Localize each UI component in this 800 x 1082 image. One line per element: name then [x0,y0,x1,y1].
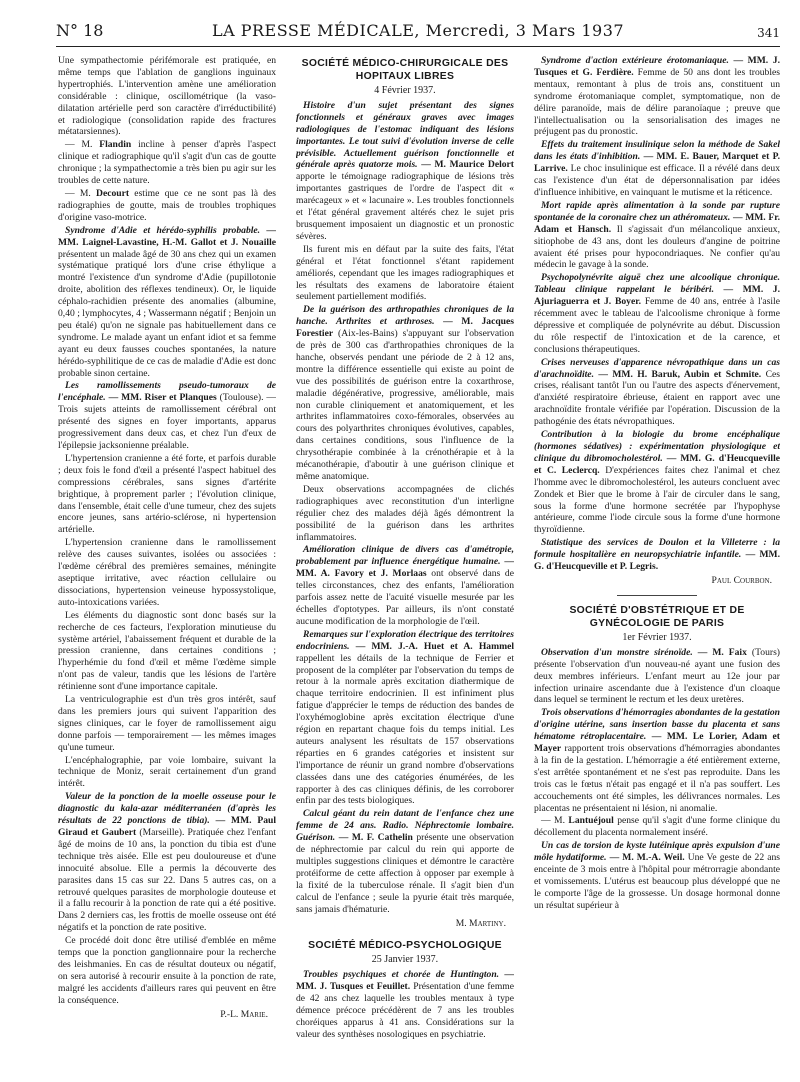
paragraph: L'encéphalographie, par voie lombaire, suivant la technique de Moniz, serait certainement d'un grand intérêt. [58,754,276,790]
abstract-title: Psychopolynévrite aiguë chez une alcoolique chronique. Tableau clinique rappelant le béribéri. [534,272,780,296]
abstract-title: Statistique des services de Doulon et la Villeterre : la formule hospitalière en neuropsychiatrie infantile. [534,537,780,561]
page-header [56,16,780,47]
abstract-entry: Valeur de la ponction de la moelle osseuse pour le diagnostic du kala-azar méditerranéen (d'après les résultats de 22 ponctions de tibia). — MM. Paul Giraud et Gaubert (Marseille). Pratiquée chez l'enfant âgé de moins de 10 ans, la ponction du tibia est d'une technique très aisée. Elle est peu douloureuse et d'une innocuité absolue. Elle a permis la découverte des parasites dans 15 cas sur 22. Dans 5 autres cas, on a retrouvé quelques parasites de morphologie douteuse et il a fallu recourir à la ponction de rate qui a été positive. Dans 2 derniers cas, les frottis de moelle osseuse ont été négatifs et la ponction de rate positive. [58,791,276,934]
paragraph: L'hypertension cranienne dans le ramollissement relève des causes suivantes, isolées ou associées : l'œdème cérébral des premières semaines, méningite aseptique irritative, avec réaction cellulaire ou dissociations, hypertension veineuse hypossystolique, auto-intoxications variées. [58,537,276,608]
abstract-entry: Effets du traitement insulinique selon la méthode de Sakel dans les états d'inhibition. — MM. E. Bauer, Marquet et P. Larrive. Le choc insulinique est efficace. Il a révélé dans deux cas l'existence d'un état de dépersonnalisation par idées d'influence inhibitive, en vainquant le mutisme et la réticence. [534,139,780,198]
abstract-title: Amélioration clinique de divers cas d'amétropie, probablement par influence énergétique humaine. [296,544,514,568]
abstract-entry: Les ramollissements pseudo-tumoraux de l'encéphale. — MM. Riser et Planques (Toulouse). — Trois sujets atteints de ramollissement cérébral ont présenté des signes en foyer importants, apparus progressivement dans deux cas, et chez l'un d'eux de l'épilepsie jacksonienne préalable. [58,380,276,451]
section-divider [617,595,697,596]
abstract-authors: — MM. Le Lorier, Adam et Mayer [534,731,780,755]
abstract-authors: — MM. Laignel-Lavastine, H.-M. Gallot et J. Nouaille [58,224,276,248]
society-heading: SOCIÉTÉ MÉDICO-PSYCHOLOGIQUE [308,940,502,952]
column-2 [296,55,514,1075]
abstract-entry: Trois observations d'hémorragies abondantes de la gestation d'origine utérine, sans insertion basse du placenta et sans hématome rétroplacentaire. — MM. Le Lorier, Adam et Mayer rapportent trois observations d'hémorragies abondantes à la fin de la gestation. L'hémorragie a été entièrement externe, s'est arrêtée spontanément et ne s'est pas reproduite. Dans les trois cas le fœtus n'était pas engagé et il n'a pas souffert. Les accouchements ont été simples, les délivrances normales. Les placentas ne présentaient ni lésion, ni anomalie. [534,707,780,814]
journal-title-date: LA PRESSE MÉDICALE, Mercredi, 3 Mars 1937 [211,21,625,40]
abstract-entry: Histoire d'un sujet présentant des signes fonctionnels et généraux graves avec images radiologiques de l'estomac indiquant des lésions importantes. Le tout suivi d'évolution inverse de celle prévisible. Actuellement guérison fonctionnelle et générale après quatorze mois. — M. Maurice Delort apporte le témoignage radiographique de lésions très importantes gastriques de l'ordre de l'aspect dit « marécageux » et « lacunaire ». Les troubles fonctionnels et l'état général gravement altérés chez le sujet pris brusquement imposaient un diagnostic et un pronostic sévères. [296,99,514,242]
abstract-entry [534,537,780,573]
abstract-entry: Observation d'un monstre sirénoïde. — M. Faix (Tours) présente l'observation d'un nouveau-né ayant une fusion des deux membres inférieurs. L'enfant meurt au 12e jour par infection urinaire ascendante due à l'existence d'un cloaque dans lequel se terminent le rectum et les deux uretères. [534,646,780,706]
session-date: 25 Janvier 1937. [371,954,439,966]
society-heading: SOCIÉTÉ D'OBSTÉTRIQUE ET DE GYNÉCOLOGIE DE PARIS [569,604,745,629]
abstract-entry: Syndrome d'action extérieure érotomaniaque. — MM. J. Tusques et G. Ferdière. Femme de 50 ans dont les troubles mentaux, remontant à plus de trois ans, constituent un syndrome érotomaniaque complet, symptomatique, non de délire paranoïde, mais de délire paranoïaque ; preuve que l'intellectualisation ou la sensorialisation des images ne préjugent pas du pronostic. [534,55,780,138]
abstract-authors: — MM. Paul Giraud et Gaubert [58,815,276,838]
paragraph: Une sympathectomie périfémorale est pratiquée, en même temps que l'ablation de ganglions inguinaux hypertrophiés. L'intervention amène une amélioration considérable : clinique, oscillométrique (la vaso-dilatation artérielle perd son caractère d'irréductibilité) et radiologique (consolidation rapide des fractures métatarsiennes). [58,55,276,138]
abstract-authors: — MM. G. d'Heucqueville et P. Legris. [534,549,780,573]
abstract-authors: — MM. J.-A. Huet et A. Hammel [349,640,514,652]
abstract-entry: Troubles psychiques et chorée de Huntington. — MM. J. Tusques et Feuillet. Présentation d'une femme de 42 ans chez laquelle les troubles mentaux à type démence précoce précédèrent de 7 ans les troubles choréiques apparus à 41 ans. Considérations sur la valeur des synthèses nosologiques en psychiatrie. [296,969,514,1040]
abstract-authors: — MM. Riser et Planques [105,392,217,404]
abstract-entry: De la guérison des arthropathies chroniques de la hanche. Arthrites et arthroses. — M. Jacques Forestier (Aix-les-Bains) s'appuyant sur l'observation de près de 300 cas d'arthropathies chroniques de la hanche, observés pendant une période de 2 à 12 ans, montre la différence essentielle qui existe au point de vue des possibilités de guérison entre la coxarthrose, maladie dégénérative, progressive, améliorable, mais non curable cliniquement et anatomiquement, et les arthrites inflammatoires coxo-fémorales, observées au cours des polyarthrites chroniques évolutives, capables, dans certaines conditions, sous l'influence de la chrysothérapie combinée à la crénothérapie et à la mécanothérapie, d'aboutir à une guérison clinique et même anatomique. [296,304,514,482]
abstract-entry: Crises nerveuses d'apparence névropathique dans un cas d'arachnoïdite. — MM. H. Baruk, Aubin et Schmite. Ces crises, réalisant tantôt l'un ou l'autre des aspects d'énervement, d'anxiété respiratoire ébrieuse, étaient en rapport avec une arachnoïdite frontale vérifiée par l'opération. Discussion de la pathogénie des états névropathiques. [534,356,780,428]
abstract-authors: — M. M.-A. Weil. [606,852,685,864]
abstract-authors: — MM. Fr. Adam et Hansch. [534,211,780,235]
paragraph: Deux observations accompagnées de clichés radiographiques avec reconstitution d'un interligne régulier chez des malades déjà âgés démontrent la possibilité de la guérison dans les arthrites inflammatoires. [296,483,514,543]
author-name: Flandin [99,139,132,151]
abstract-title: Crises nerveuses d'apparence névropathique dans un cas d'arachnoïdite. [534,356,780,380]
abstract-title: Troubles psychiques et chorée de Huntington. [303,969,500,981]
abstract-authors: — MM. A. Favory et J. Morlaas [296,556,514,580]
abstract-title: Mort rapide après alimentation à la sonde par rupture spontanée de la coronaire chez un athéromateux. [534,199,780,223]
abstract-authors: — MM. H. Baruk, Aubin et Schmite. [593,368,762,380]
abstract-title: Trois observations d'hémorragies abondantes de la gestation d'origine utérine, sans insertion basse du placenta et sans hématome rétroplacentaire. [534,707,780,743]
session-date: 4 Février 1937. [374,85,436,96]
paragraph: L'hypertension cranienne a été forte, et parfois durable ; deux fois le fond d'œil a présenté l'aspect habituel des compressions cérébrales, sans signes d'artérite brightique, à proprement parler ; l'évolution clinique, dans l'ensemble, était celle d'une tumeur, chez des sujets encore jeunes, sans artério-sclérose, ni hypertension artérielle. [58,452,276,536]
paragraph: La ventriculographie est d'un très gros intérêt, sauf dans les premiers jours qui suivent l'apparition des signes cliniques, car le foyer de ramollissement aigu donne parfois — temporairement — les mêmes images qu'une tumeur. [58,694,276,753]
paragraph: — M. Flandin incline à penser d'après l'aspect clinique et radiographique qu'il s'agit d'un cas de goutte chronique ; la sympathectomie a très bien pu agir sur les troubles de cette nature. [58,139,276,187]
abstract-title: Syndrome d'Adie et hérédo-syphilis probable. [65,224,261,236]
signature: P.-L. Marie. [220,1008,268,1020]
abstract-authors: — M. F. Cathelin [335,832,413,844]
column-3 [534,55,780,1075]
abstract-entry: Un cas de torsion de kyste lutéinique après expulsion d'une môle hydatiforme. — M. M.-A. Weil. Une Ve geste de 22 ans enceinte de 3 mois entre à l'hôpital pour métrorragie abondante et vomissements. L'utérus est beaucoup plus développé que ne le comporte l'âge de la grossesse. Un dosage hormonal donne un résultat supérieur à [534,840,780,911]
issue-number: N° 18 [56,21,104,40]
author-name: Decourt [96,187,130,199]
abstract-title: Contribution à la biologie du brome encéphalique (hormones sédatives) : expérimentation physiologique et clinique du dibromocholestérol. [534,429,780,464]
abstract-title: Valeur de la ponction de la moelle osseuse pour le diagnostic du kala-azar méditerranéen (d'après les résultats de 22 ponctions de tibia). [58,791,276,827]
page-number: 341 [757,26,780,40]
abstract-entry: Syndrome d'Adie et hérédo-syphilis probable. — MM. Laignel-Lavastine, H.-M. Gallot et J. Nouaille présentent un malade âgé de 30 ans chez qui un examen systématique pratiqué lors d'une crise éthylique a montré l'existence d'un syndrome d'Adie (pupillotonie droite, abolition des réflexes tendineux). Or, le liquide céphalo-rachidien présente des anomalies (albumine, 0,40 ; lymphocytes, 4 ; Wassermann négatif ; Benjoin un peu étalé) qu'on ne signale pas habituellement dans ce syndrome. Le malade ayant un enfant idiot et sa femme ayant eu deux fausses couches spontanées, la nature hérédo-syphilitique de ce cas de maladie d'Adie est donc probable sinon certaine. [58,224,276,379]
abstract-authors: — M. Jacques Forestier [296,316,514,340]
abstract-entry: Calcul géant du rein datant de l'enfance chez une femme de 24 ans. Radio. Néphrectomie lombaire. Guérison. — M. F. Cathelin présente une observation de néphrectomie par calcul du rein qui apporte de multiples suggestions cliniques et démontre le caractère protéiforme de cette affection à opposer par exemple à la fixité de la tuberculose rénale. Il s'agit bien d'un calcul de l'enfance ; seule la pyurie était très marquée, sans jamais d'hématurie. [296,808,514,915]
paragraph: — M. Decourt estime que ce ne sont pas là des radiographies de goutte, mais de troubles trophiques d'origine vaso-motrice. [58,187,276,223]
abstract-authors: — MM. G. d'Heucqueville et C. Leclercq. [534,452,780,476]
abstract-title: Calcul géant du rein datant de l'enfance chez une femme de 24 ans. Radio. Néphrectomie lombaire. Guérison. [296,808,514,844]
abstract-entry: Psychopolynévrite aiguë chez une alcoolique chronique. Tableau clinique rappelant le béribéri. — MM. J. Ajuriaguerra et J. Boyer. Femme de 40 ans, entrée à l'asile récemment avec le tableau de l'alcoolisme chronique à forme dépressive et compliquée de polynévrite au début. Discussion du rôle respectif de l'intoxication et de la carence, et conclusions thérapeutiques. [534,272,780,355]
signature: Paul Courbon. [711,574,772,586]
abstract-authors: — MM. J. Tusques et Feuillet. [296,969,514,993]
abstract-title: Les ramollissements pseudo-tumoraux de l'encéphale. [58,380,276,404]
abstract-title: Remarques sur l'exploration électrique des territoires endocriniens. [296,628,514,652]
abstract-title: De la guérison des arthropathies chroniques de la hanche. Arthrites et arthroses. [296,304,514,328]
abstract-title: Un cas de torsion de kyste lutéinique après expulsion d'une môle hydatiforme. [534,840,780,864]
abstract-title: Histoire d'un sujet présentant des signes fonctionnels et généraux graves avec images radiologiques de l'estomac indiquant des lésions importantes. Le tout suivi d'évolution inverse de celle prévisible. Actuellement guérison fonctionnelle et générale après quatorze mois. [296,99,514,171]
abstract-authors: — MM. E. Bauer, Marquet et P. Larrive. [534,151,780,175]
abstract-authors: — M. Maurice Delort [417,159,514,171]
signature: M. Martiny. [455,917,506,929]
abstract-authors: — MM. J. Tusques et G. Ferdière. [534,55,780,78]
abstract-authors: — M. Faix [692,646,747,658]
abstract-entry: Mort rapide après alimentation à la sonde par rupture spontanée de la coronaire chez un athéromateux. — MM. Fr. Adam et Hansch. Il s'agissait d'un mélancolique anxieux, sitiophobe de 43 ans, dont les douleurs d'angine de poitrine avaient été prises pour hypocondriaques. Ne confier qu'au médecin le gavage à la sonde. [534,199,780,271]
society-heading: SOCIÉTÉ MÉDICO-CHIRURGICALE DES HOPITAUX LIBRES [301,58,509,82]
abstract-entry: Amélioration clinique de divers cas d'amétropie, probablement par influence énergétique humaine. — MM. A. Favory et J. Morlaas ont observé dans de telles circonstances, chez des enfants, l'amélioration parfois assez nette de l'acuité visuelle mesurée par les échelles d'optotypes. Par ailleurs, ils n'ont constaté aucune modification de la morphologie de l'œil. [296,544,514,627]
paragraph: Les éléments du diagnostic sont donc basés sur la recherche de ces facteurs, l'exploration minutieuse du système artériel, l'abaissement fréquent et durable de la pression cranienne, dans certaines conditions ; l'hyperhémie du fond d'œil et même l'œdème simple n'ont pas de valeur, tandis que les lésions de l'artère rétinienne sont d'une importance capitale. [58,609,276,693]
abstract-authors: — MM. J. Ajuriaguerra et J. Boyer. [534,284,780,308]
abstract-entry: Contribution à la biologie du brome encéphalique (hormones sédatives) : expérimentation physiologique et clinique du dibromocholestérol. — MM. G. d'Heucqueville et C. Leclercq. D'expériences faites chez l'animal et chez l'homme avec le dibromocholestérol, les auteurs concluent avec Zondek et Bier que le brome à l'air de circuler dans le sang, sous la forme d'une hormone secrétée par l'hypophyse antérieure, comme l'iode circule sous la forme d'une hormone thyroïdienne. [534,429,780,536]
abstract-title: Syndrome d'action extérieure érotomaniaque. [541,55,729,66]
abstract-title: Observation d'un monstre sirénoïde. [541,646,693,658]
paragraph: — M. Lantuéjoul pense qu'il s'agit d'une forme clinique du décollement du placenta normalement inséré. [534,815,780,839]
paragraph: Ce procédé doit donc être utilisé d'emblée en même temps que la ponction ganglionnaire pour la recherche des leishmanies. En cas de résultat douteux ou négatif, on sera autorisé à recourir ensuite à la ponction de rate, malgré les accidents d'ailleurs rares qui peuvent en être la conséquence. [58,935,276,1006]
abstract-entry: Remarques sur l'exploration électrique des territoires endocriniens. — MM. J.-A. Huet et A. Hammel rappellent les détails de la technique de Ferrier et proposent de la compléter par l'observation du temps de retour à la normale après excitation diathermique de chaque territoire endocrinien. Il est infiniment plus fatigue d'apprécier le temps de réduction des bandes de l'oxyhémoglobine après excitation électrique d'une région en repartant chaque fois du temps initial. Les auteurs analysent les résultats de 157 observations réparties en 6 grandes catégories et insistent sur l'importance de réunir un grand nombre d'observations classées dans une des catégories énumérées, de les rapporter à des cas cliniques définis, de les corroborer enfin par des tests biologiques. [296,628,514,807]
session-date: 1er Février 1937. [622,631,692,643]
abstract-title: Effets du traitement insulinique selon la méthode de Sakel dans les états d'inhibition. [534,139,780,163]
author-name: Lantuéjoul [568,815,614,827]
paragraph: Ils furent mis en défaut par la suite des faits, l'état général et l'état fonctionnel s'étant rapidement améliorés, cependant que les images radiographiques et les résultats des examens de laboratoire étaient seulement partiellement modifiés. [296,243,514,303]
column-1 [58,55,276,1075]
